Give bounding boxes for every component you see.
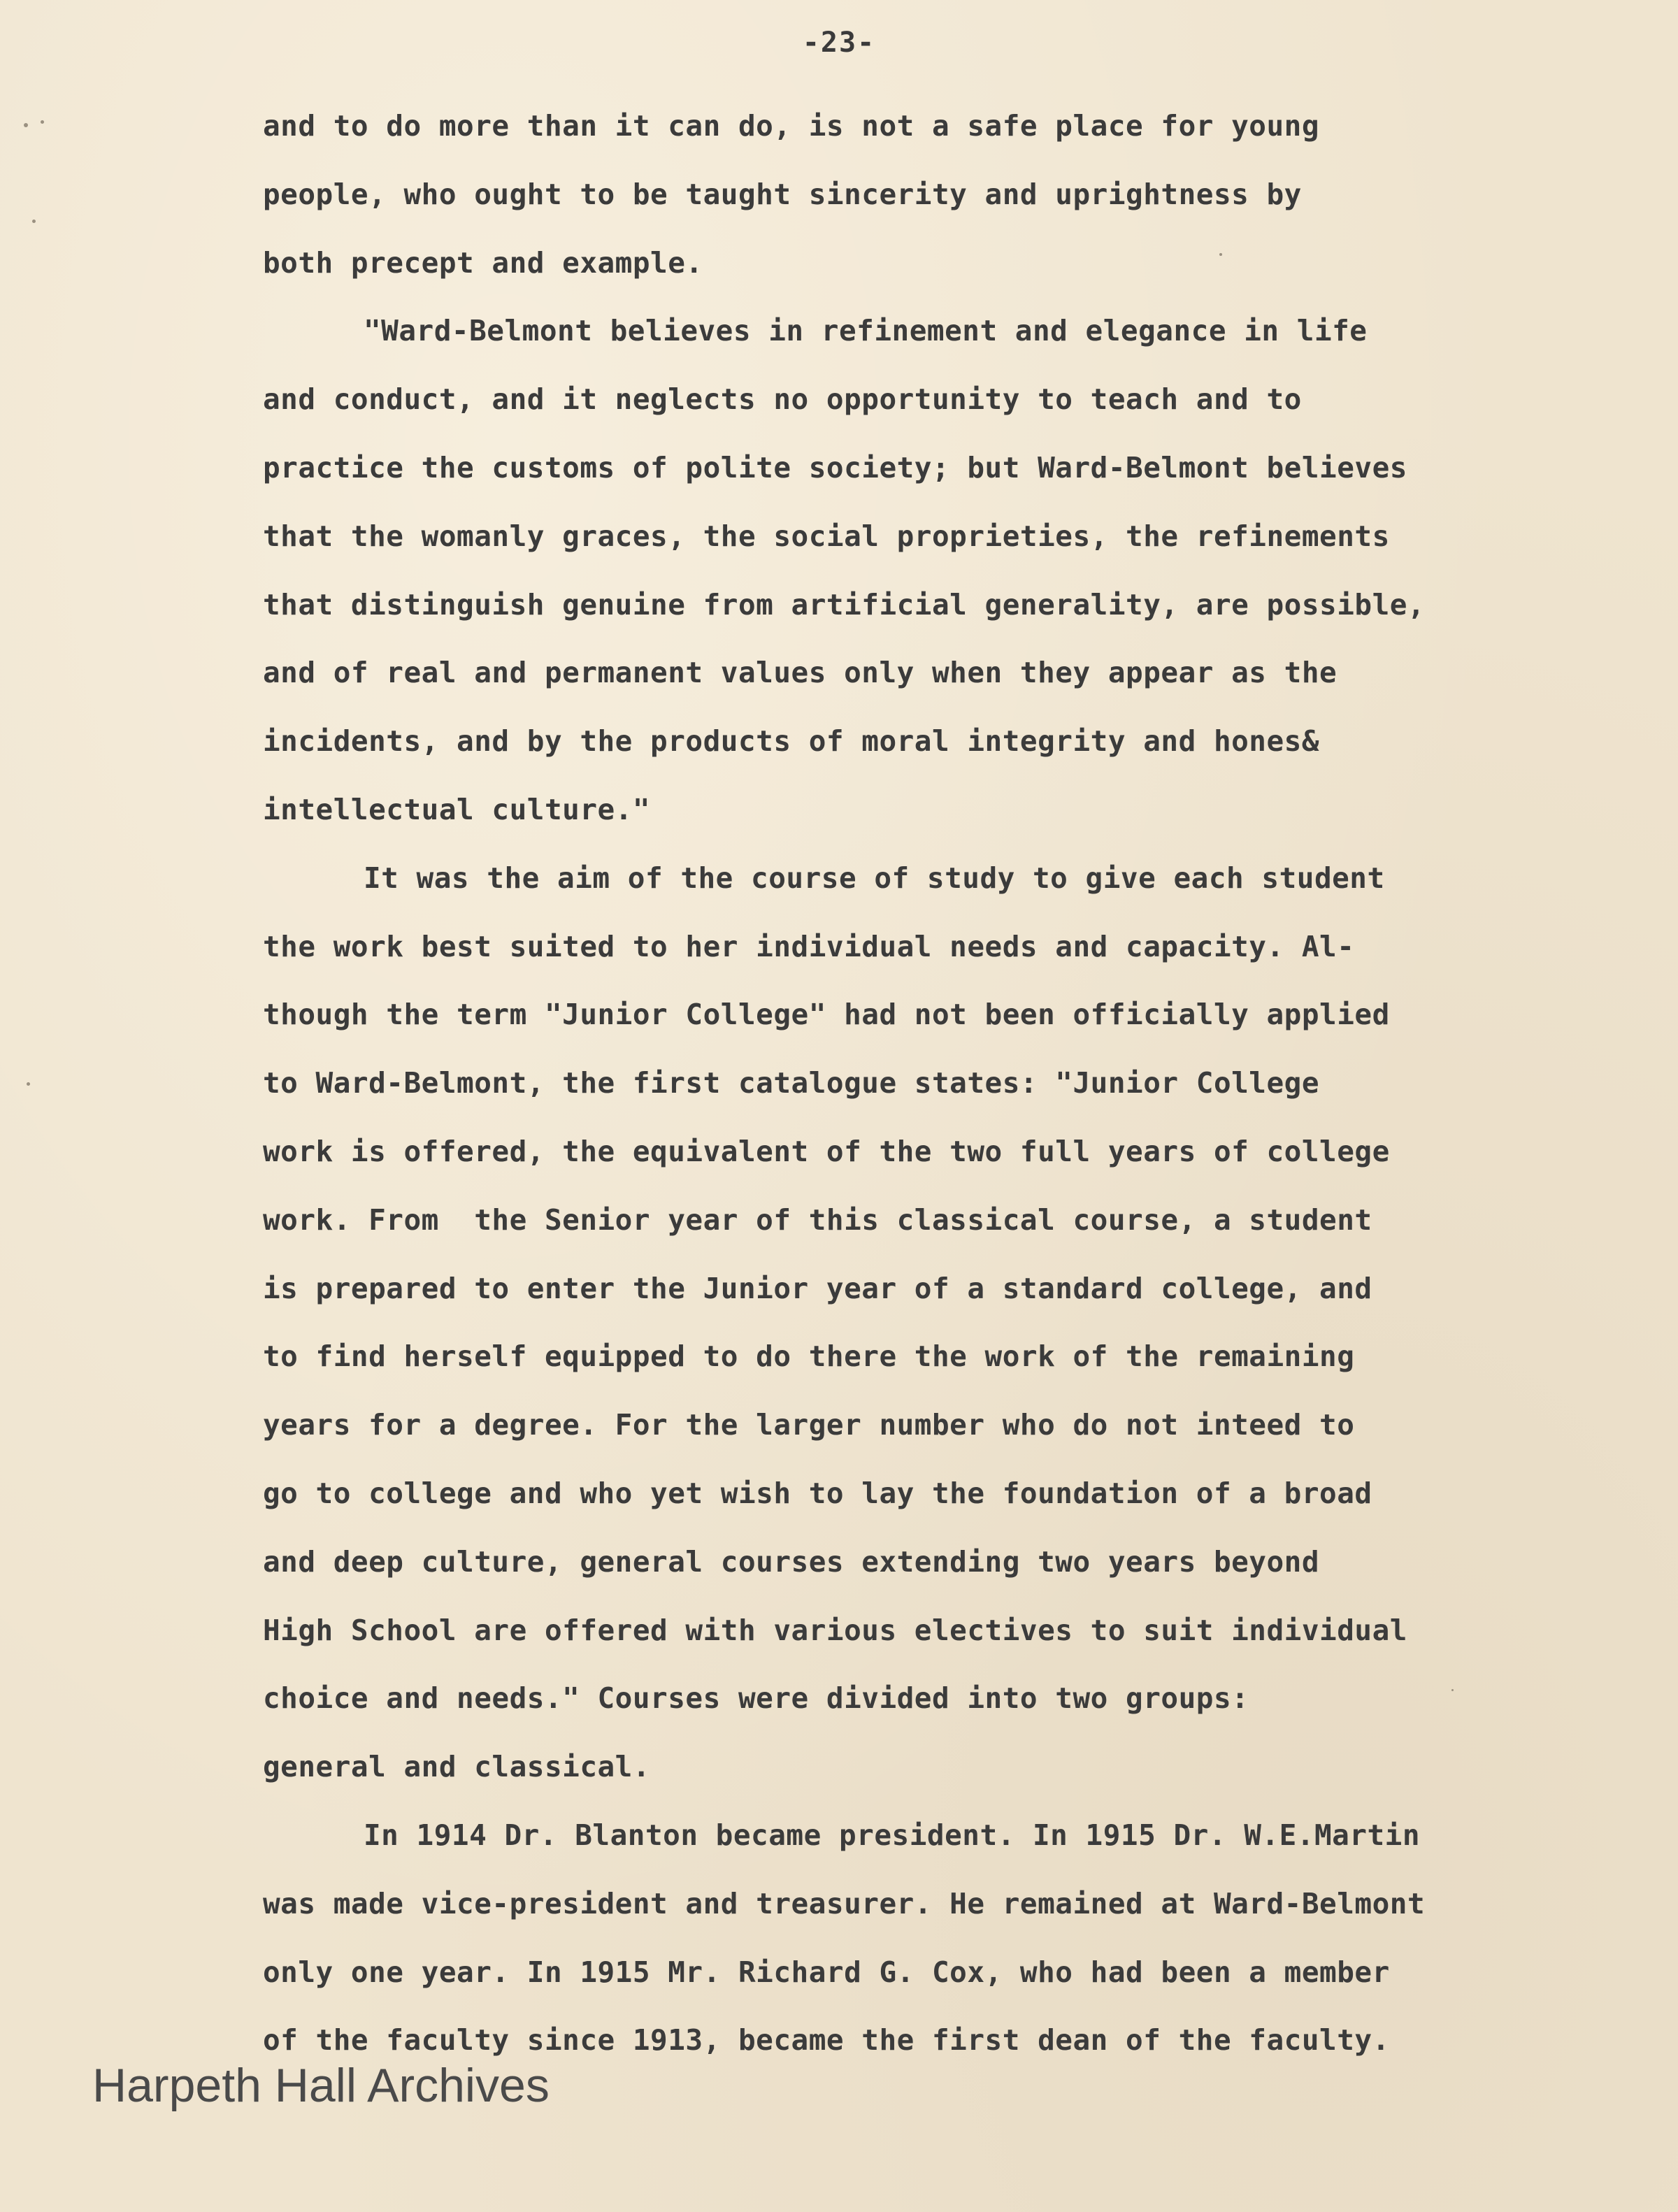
text-line: the work best suited to her individual needs and capacity. Al- — [263, 929, 1355, 963]
typed-text-body — [263, 92, 1633, 2075]
archive-watermark: Harpeth Hall Archives — [92, 2059, 550, 2112]
text-line: people, who ought to be taught sincerity and uprightness by — [263, 177, 1302, 211]
text-line: to Ward-Belmont, the first catalogue states: "Junior College — [263, 1066, 1320, 1100]
text-line: of the faculty since 1913, became the first dean of the faculty. — [263, 2023, 1390, 2057]
text-line: intellectual culture." — [263, 792, 651, 826]
text-line: practice the customs of polite society; but Ward-Belmont believes — [263, 450, 1407, 484]
text-line: and deep culture, general courses extending two years beyond — [263, 1544, 1320, 1579]
text-line: was made vice-president and treasurer. He remained at Ward-Belmont — [263, 1886, 1426, 1920]
text-line: that distinguish genuine from artificial generality, are possible, — [263, 587, 1426, 622]
text-line: both precept and example. — [263, 245, 703, 280]
text-line: High School are offered with various electives to suit individual — [263, 1613, 1407, 1647]
text-line: and of real and permanent values only when they appear as the — [263, 656, 1338, 690]
paper-speck — [32, 220, 36, 223]
text-line: is prepared to enter the Junior year of a standard college, and — [263, 1271, 1372, 1305]
text-line: though the term "Junior College" had not been officially applied — [263, 998, 1390, 1032]
text-line: and conduct, and it neglects no opportunity to teach and to — [263, 382, 1302, 417]
text-line: work. From the Senior year of this classical course, a student — [263, 1202, 1372, 1237]
text-line: work is offered, the equivalent of the two full years of college — [263, 1134, 1390, 1168]
text-line: that the womanly graces, the social proprieties, the refinements — [263, 519, 1390, 553]
text-line: years for a degree. For the larger number who do not inteed to — [263, 1408, 1355, 1442]
page-number: -23- — [802, 27, 876, 59]
text-line: only one year. In 1915 Mr. Richard G. Cox, who had been a member — [263, 1955, 1390, 1989]
text-line: incidents, and by the products of moral integrity and hones& — [263, 724, 1320, 759]
text-line: general and classical. — [263, 1750, 651, 1784]
paper-speck — [24, 123, 28, 127]
text-line: In 1914 Dr. Blanton became president. In 1915 Dr. W.E.Martin — [364, 1818, 1421, 1852]
text-line: choice and needs." Courses were divided into two groups: — [263, 1681, 1249, 1716]
text-line: and to do more than it can do, is not a safe place for young — [263, 109, 1320, 143]
text-line: go to college and who yet wish to lay the foundation of a broad — [263, 1476, 1372, 1510]
text-line: "Ward-Belmont believes in refinement and elegance in life — [364, 314, 1368, 348]
text-line: to find herself equipped to do there the work of the remaining — [263, 1340, 1355, 1374]
paper-speck — [41, 120, 44, 124]
paper-speck — [27, 1082, 30, 1086]
text-line: It was the aim of the course of study to give each student — [364, 861, 1385, 895]
